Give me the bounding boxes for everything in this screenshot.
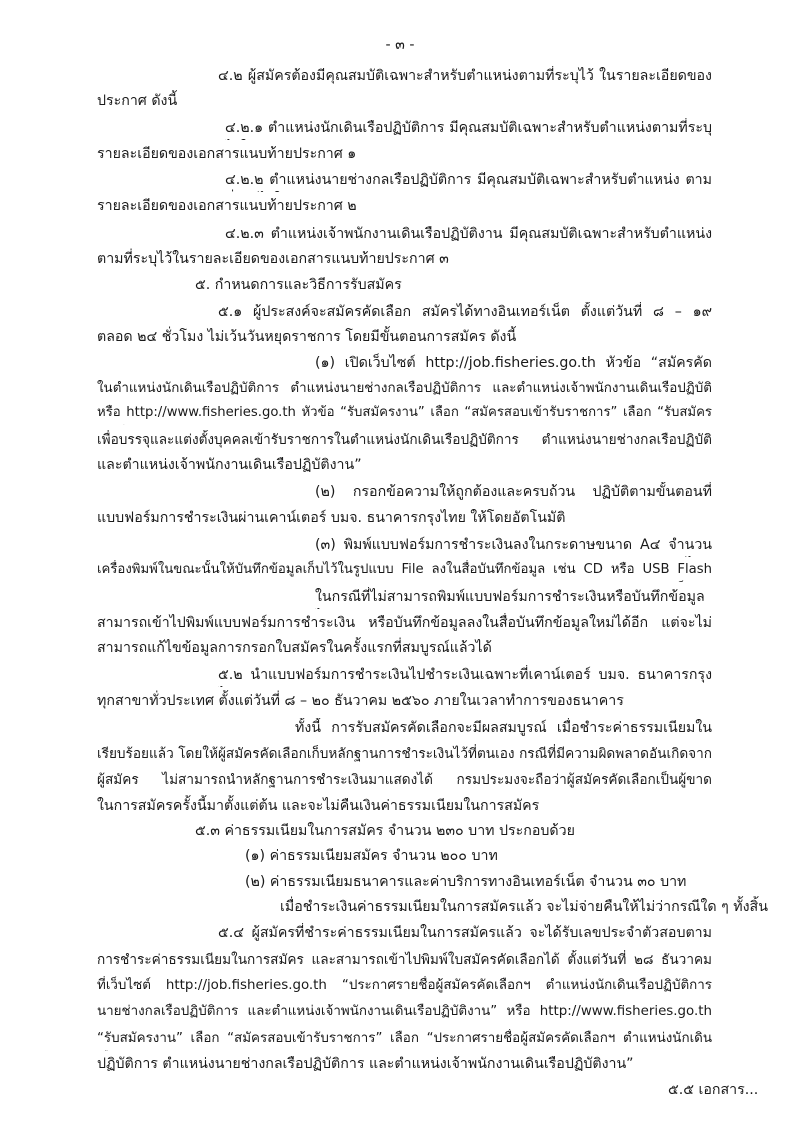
paragraph-line: ๔.๒ ผู้สมัครต้องมีคุณสมบัติเฉพาะสำหรับตำแหน่งตามที่ระบุไว้ ในรายละเอียดของ xyxy=(218,68,712,84)
paragraph-line: ทั้งนี้ การรับสมัครคัดเลือกจะมีผลสมบูรณ์ เมื่อชำระค่าธรรมเนียมใน xyxy=(295,720,712,736)
paragraph-line: (๑) เปิดเว็บไซต์ http://job.fisheries.go.th หัวข้อ “สมัครคัด xyxy=(315,355,712,371)
paragraph-line: ทุกสาขาทั่วประเทศ ตั้งแต่วันที่ ๘ – ๒๐ ธันวาคม ๒๕๖๐ ภายในเวลาทำการของธนาคาร xyxy=(97,693,624,709)
paragraph-line: ประกาศ ดังนี้ xyxy=(97,93,178,109)
paragraph-line: แบบฟอร์มการชำระเงินผ่านเคาน์เตอร์ บมจ. ธนาคารกรุงไทย ให้โดยอัตโนมัติ xyxy=(97,510,566,526)
paragraph-line: ๕.๒ นำแบบฟอร์มการชำระเงินไปชำระเงินเฉพาะที่เคาน์เตอร์ บมจ. ธนาคารกรุง xyxy=(218,667,712,683)
paragraph-line: “รับสมัครงาน” เลือก “สมัครสอบเข้ารับราชการ” เลือก “ประกาศรายชื่อผู้สมัครคัดเลือกฯ ตำแหน่งนักเดิน xyxy=(97,1031,712,1046)
paragraph-line: ตามที่ระบุไว้ในรายละเอียดของเอกสารแนบท้ายประกาศ ๓ xyxy=(97,251,449,267)
page-number: - ๓ - xyxy=(385,37,415,53)
paragraph-line: เมื่อชำระเงินค่าธรรมเนียมในการสมัครแล้ว จะไม่จ่ายคืนให้ไม่ว่ากรณีใด ๆ ทั้งสิ้น xyxy=(280,899,768,915)
paragraph-line: หรือ http://www.fisheries.go.th หัวข้อ “รับสมัครงาน” เลือก “สมัครสอบเข้ารับราชการ” เลือก “รับสมัคร xyxy=(97,405,712,420)
paragraph-line: สามารถแก้ไขข้อมูลการกรอกใบสมัครในครั้งแรกที่สมบูรณ์แล้วได้ xyxy=(97,640,492,656)
paragraph-line: ปฏิบัติการ ตำแหน่งนายช่างกลเรือปฏิบัติการ และตำแหน่งเจ้าพนักงานเดินเรือปฏิบัติงาน” xyxy=(97,1056,634,1072)
paragraph-line: ผู้สมัคร ไม่สามารถนำหลักฐานการชำระเงินมาแสดงได้ กรมประมงจะถือว่าผู้สมัครคัดเลือกเป็นผู้ขาด xyxy=(97,772,712,788)
paragraph-line: ในตำแหน่งนักเดินเรือปฏิบัติการ ตำแหน่งนายช่างกลเรือปฏิบัติการ และตำแหน่งเจ้าพนักงานเดินเรือปฏิบัติ xyxy=(97,381,712,396)
fee-item: (๒) ค่าธรรมเนียมธนาคารและค่าบริการทางอินเทอร์เน็ต จำนวน ๓๐ บาท xyxy=(245,874,687,890)
paragraph-line: รายละเอียดของเอกสารแนบท้ายประกาศ ๑ xyxy=(97,146,357,162)
paragraph-line: ๔.๒.๒ ตำแหน่งนายช่างกลเรือปฏิบัติการ มีคุณสมบัติเฉพาะสำหรับตำแหน่ง ตาม xyxy=(225,172,712,188)
paragraph-line: นายช่างกลเรือปฏิบัติการ และตำแหน่งเจ้าพนักงานเดินเรือปฏิบัติงาน” หรือ http://www.fisheries.go.th xyxy=(97,1004,712,1019)
paragraph-line: เพื่อบรรจุและแต่งตั้งบุคคลเข้ารับราชการในตำแหน่งนักเดินเรือปฏิบัติการ ตำแหน่งนายช่างกลเรือปฏิบัติ xyxy=(97,432,712,448)
paragraph-line: ตลอด ๒๔ ชั่วโมง ไม่เว้นวันหยุดราชการ โดยมีขั้นตอนการสมัคร ดังนี้ xyxy=(97,329,517,345)
paragraph-line: สามารถเข้าไปพิมพ์แบบฟอร์มการชำระเงิน หรือบันทึกข้อมูลลงในสื่อบันทึกข้อมูลใหม่ได้อีก แต่จะไม่ xyxy=(97,615,712,631)
paragraph-line: ๕.๑ ผู้ประสงค์จะสมัครคัดเลือก สมัครได้ทางอินเทอร์เน็ต ตั้งแต่วันที่ ๘ – ๑๙ xyxy=(218,304,712,320)
paragraph-line: ๕.๓ ค่าธรรมเนียมในการสมัคร จำนวน ๒๓๐ บาท ประกอบด้วย xyxy=(195,823,575,839)
paragraph-line: ๕.๔ ผู้สมัครที่ชำระค่าธรรมเนียมในการสมัครแล้ว จะได้รับเลขประจำตัวสอบตาม xyxy=(218,925,712,941)
paragraph-line: ในการสมัครครั้งนี้มาตั้งแต่ต้น และจะไม่คืนเงินค่าธรรมเนียมในการสมัคร xyxy=(97,798,540,814)
paragraph-line: การชำระค่าธรรมเนียมในการสมัคร และสามารถเข้าไปพิมพ์ใบสมัครคัดเลือกได้ ตั้งแต่วันที่ ๒๘ ธันวาคม xyxy=(97,952,712,968)
continuation-note: ๕.๕ เอกสาร... xyxy=(668,1082,759,1098)
paragraph-line: ในกรณีที่ไม่สามารถพิมพ์แบบฟอร์มการชำระเงินหรือบันทึกข้อมูล xyxy=(315,589,705,605)
section-heading: ๕. กำหนดการและวิธีการรับสมัคร xyxy=(195,277,402,293)
paragraph-line: (๓) พิมพ์แบบฟอร์มการชำระเงินลงในกระดาษขนาด A๔ จำนวน xyxy=(315,537,712,553)
paragraph-line: (๒) กรอกข้อความให้ถูกต้องและครบถ้วน ปฏิบัติตามขั้นตอนที่ xyxy=(315,484,712,500)
paragraph-line: และตำแหน่งเจ้าพนักงานเดินเรือปฏิบัติงาน” xyxy=(97,457,362,473)
paragraph-line: รายละเอียดของเอกสารแนบท้ายประกาศ ๒ xyxy=(97,198,357,214)
paragraph-line: ที่เว็บไซต์ http://job.fisheries.go.th “ประกาศรายชื่อผู้สมัครคัดเลือกฯ ตำแหน่งนักเดินเรือปฏิบัติการ xyxy=(97,978,712,993)
fee-item: (๑) ค่าธรรมเนียมสมัคร จำนวน ๒๐๐ บาท xyxy=(245,848,498,864)
paragraph-line: ๔.๒.๑ ตำแหน่งนักเดินเรือปฏิบัติการ มีคุณสมบัติเฉพาะสำหรับตำแหน่งตามที่ระบุ xyxy=(225,120,712,136)
paragraph-line: เครื่องพิมพ์ในขณะนั้นให้บันทึกข้อมูลเก็บไว้ในรูปแบบ File ลงในสื่อบันทึกข้อมูล เช่น CD หรือ USB Flash xyxy=(97,562,712,577)
paragraph-line: ๔.๒.๓ ตำแหน่งเจ้าพนักงานเดินเรือปฏิบัติงาน มีคุณสมบัติเฉพาะสำหรับตำแหน่ง xyxy=(225,226,712,242)
paragraph-line: เรียบร้อยแล้ว โดยให้ผู้สมัครคัดเลือกเก็บหลักฐานการชำระเงินไว้ที่ตนเอง กรณีที่มีความผิดพลาดอันเกิดจาก xyxy=(97,746,712,762)
